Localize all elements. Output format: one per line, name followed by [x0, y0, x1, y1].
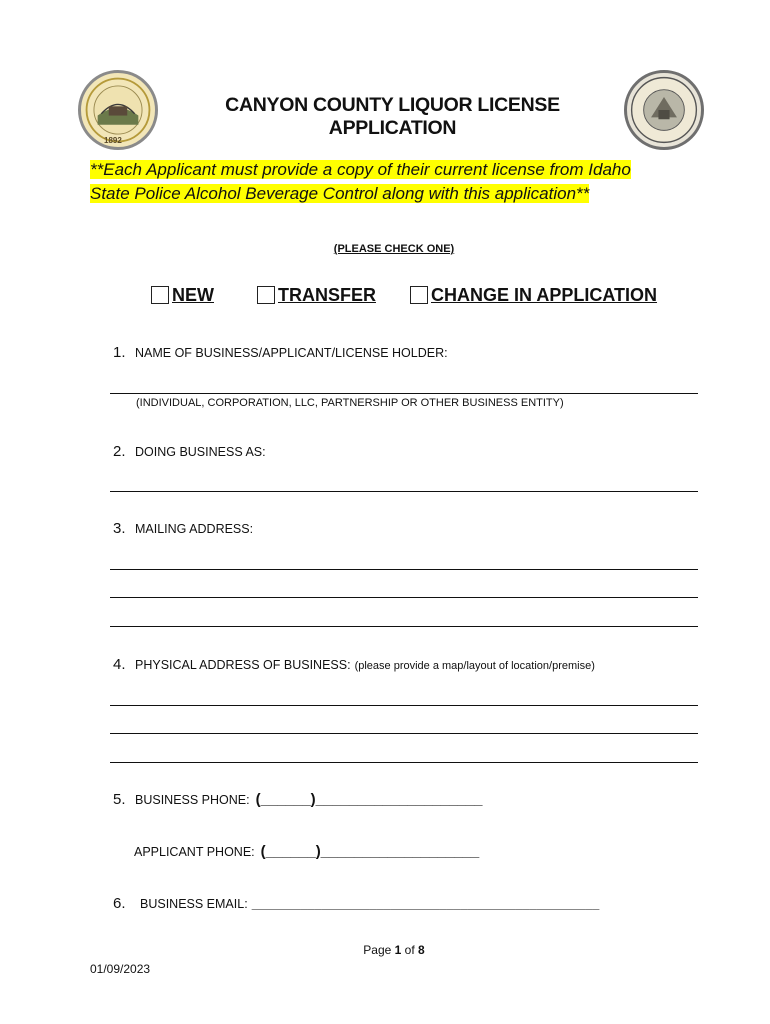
question-label: APPLICANT PHONE:: [134, 845, 255, 859]
question-number: 4.: [113, 656, 126, 673]
option-transfer-label: TRANSFER: [278, 284, 376, 305]
question-note: (please provide a map/layout of location/premise): [354, 660, 595, 672]
applicant-phone-row: [134, 843, 479, 860]
page-title: CANYON COUNTY LIQUOR LICENSE APPLICATION: [225, 94, 560, 139]
option-transfer[interactable]: [257, 283, 376, 307]
q3-answer-line-3[interactable]: [110, 626, 698, 627]
applicant-phone-field[interactable]: (______)___________________: [260, 843, 480, 860]
q1-answer-line[interactable]: [110, 393, 698, 394]
revision-date: 01/09/2023: [90, 962, 151, 976]
q1-note: (INDIVIDUAL, CORPORATION, LLC, PARTNERSHIP OR OTHER BUSINESS ENTITY): [136, 397, 564, 409]
seal-year: 1892: [104, 136, 122, 145]
question-number: 2.: [113, 443, 126, 460]
notice-line-1: **Each Applicant must provide a copy of their current license from Idaho: [90, 160, 631, 179]
question-number: 5.: [113, 791, 126, 808]
question-3: [113, 520, 253, 537]
checkbox-transfer[interactable]: [257, 286, 275, 304]
clerk-district-court-seal-icon: [624, 70, 704, 150]
option-new-label: NEW: [172, 284, 214, 305]
question-label: NAME OF BUSINESS/APPLICANT/LICENSE HOLDER:: [135, 346, 448, 360]
q4-answer-line-2[interactable]: [110, 733, 698, 734]
option-change-label: CHANGE IN APPLICATION: [431, 284, 658, 305]
question-1: [113, 344, 448, 361]
question-label: DOING BUSINESS AS:: [135, 445, 266, 459]
question-4: [113, 656, 595, 673]
q3-answer-line-2[interactable]: [110, 597, 698, 598]
question-number: 3.: [113, 520, 126, 537]
q4-answer-line-3[interactable]: [110, 762, 698, 763]
page-current: 1: [394, 943, 402, 957]
question-number: 1.: [113, 344, 126, 361]
option-change[interactable]: [410, 283, 657, 307]
checkbox-change[interactable]: [410, 286, 428, 304]
page-number: [0, 943, 770, 957]
checkbox-new[interactable]: [151, 286, 169, 304]
option-new[interactable]: [151, 283, 214, 307]
q4-answer-line-1[interactable]: [110, 705, 698, 706]
business-phone-field[interactable]: (______)____________________: [255, 791, 483, 808]
question-6: [113, 895, 599, 912]
page-of: of: [401, 943, 419, 957]
question-5: [113, 791, 483, 808]
q2-answer-line[interactable]: [110, 491, 698, 492]
q3-answer-line-1[interactable]: [110, 569, 698, 570]
question-number: 6.: [113, 895, 126, 912]
question-label: BUSINESS PHONE:: [135, 793, 250, 807]
page-total: 8: [418, 943, 425, 957]
question-label: PHYSICAL ADDRESS OF BUSINESS:: [135, 658, 351, 672]
check-instruction: (PLEASE CHECK ONE): [333, 243, 455, 255]
business-email-field[interactable]: __________________________________________________: [251, 897, 600, 911]
notice-line-2: State Police Alcohol Beverage Control along with this application**: [90, 184, 590, 203]
question-label: MAILING ADDRESS:: [135, 522, 254, 536]
question-label: BUSINESS EMAIL:: [140, 897, 248, 911]
page-prefix: Page: [363, 943, 395, 957]
question-2: [113, 443, 266, 460]
